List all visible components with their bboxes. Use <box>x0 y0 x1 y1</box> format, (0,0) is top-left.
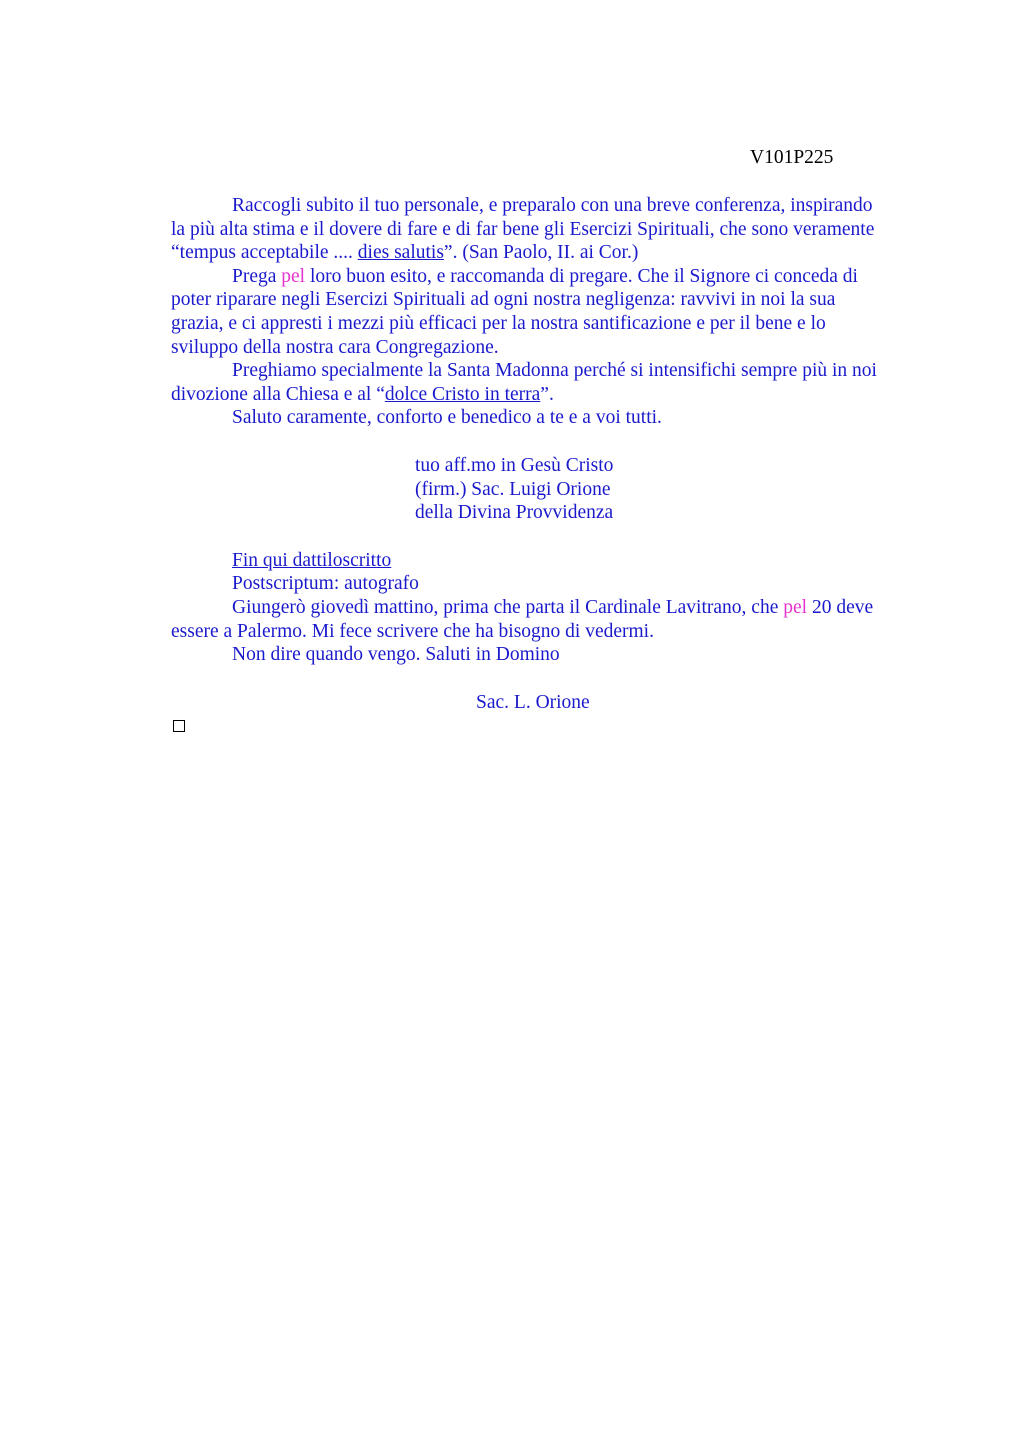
underlined-note: Fin qui dattiloscritto <box>232 549 392 571</box>
note-typed <box>171 549 919 573</box>
text-line <box>171 336 919 360</box>
underlined-quote: dies salutis <box>357 242 444 264</box>
paragraph-giungero <box>171 596 919 620</box>
text-span: Giungerò giovedì mattino, prima che parta il Cardinale Lavitrano, che <box>232 596 784 618</box>
signature-line: tuo aff.mo in Gesù Cristo <box>415 454 614 476</box>
letter-body <box>171 194 919 714</box>
blank-line <box>171 430 919 454</box>
text-span: grazia, e ci appresti i mezzi più efficaci per la nostra santificazione e per il bene e lo <box>171 312 826 334</box>
final-signature: Sac. L. Orione <box>476 691 590 713</box>
text-span: Prega <box>232 265 282 287</box>
underlined-quote: dolce Cristo in terra <box>384 383 541 405</box>
text-span: 20 deve <box>807 596 874 618</box>
text-line <box>171 288 919 312</box>
text-span: loro buon esito, e raccomanda di pregare. Che il Signore ci conceda di <box>305 265 858 287</box>
highlighted-word: pel <box>281 265 306 287</box>
text-span: essere a Palermo. Mi fece scrivere che ha bisogno di vedermi. <box>171 620 654 642</box>
signature-line: della Divina Provvidenza <box>415 502 614 524</box>
text-span: ”. <box>540 383 554 405</box>
paragraph-non-dire: Non dire quando vengo. Saluti in Domino <box>232 644 560 666</box>
text-span: sviluppo della nostra cara Congregazione. <box>171 336 499 358</box>
text-span: poter riparare negli Esercizi Spirituali ad ogni nostra negligenza: ravvivi in noi la sua <box>171 289 836 311</box>
text-line <box>171 383 919 407</box>
paragraph-preghiamo <box>171 359 919 383</box>
text-span: divozione alla Chiesa e al “ <box>171 383 385 405</box>
text-line <box>171 312 919 336</box>
blank-line <box>171 525 919 549</box>
text-span: ”. (San Paolo, II. ai Cor.) <box>443 242 639 264</box>
highlighted-word: pel <box>783 596 808 618</box>
paragraph-raccogli <box>171 194 919 218</box>
text-span: Preghiamo specialmente la Santa Madonna perché si intensifichi sempre più in noi <box>232 360 877 382</box>
text-line: Raccogli subito il tuo personale, e preparalo con una breve conferenza, inspirando <box>232 195 873 216</box>
paragraph-saluto: Saluto caramente, conforto e benedico a te e a voi tutti. <box>232 407 662 429</box>
page-reference: V101P225 <box>750 147 834 168</box>
text-line <box>171 241 919 265</box>
blank-line <box>171 667 919 691</box>
signature-line: (firm.) Sac. Luigi Orione <box>415 478 611 500</box>
text-line <box>171 620 919 644</box>
note-autograph: Postscriptum: autografo <box>232 573 419 595</box>
end-marker-icon <box>173 720 185 732</box>
paragraph-prega <box>171 265 919 289</box>
text-span: la più alta stima e il dovere di fare e di far bene gli Esercizi Spirituali, che sono veramente <box>171 218 875 240</box>
text-line <box>171 218 919 242</box>
text-span: “tempus acceptabile .... <box>171 242 358 264</box>
